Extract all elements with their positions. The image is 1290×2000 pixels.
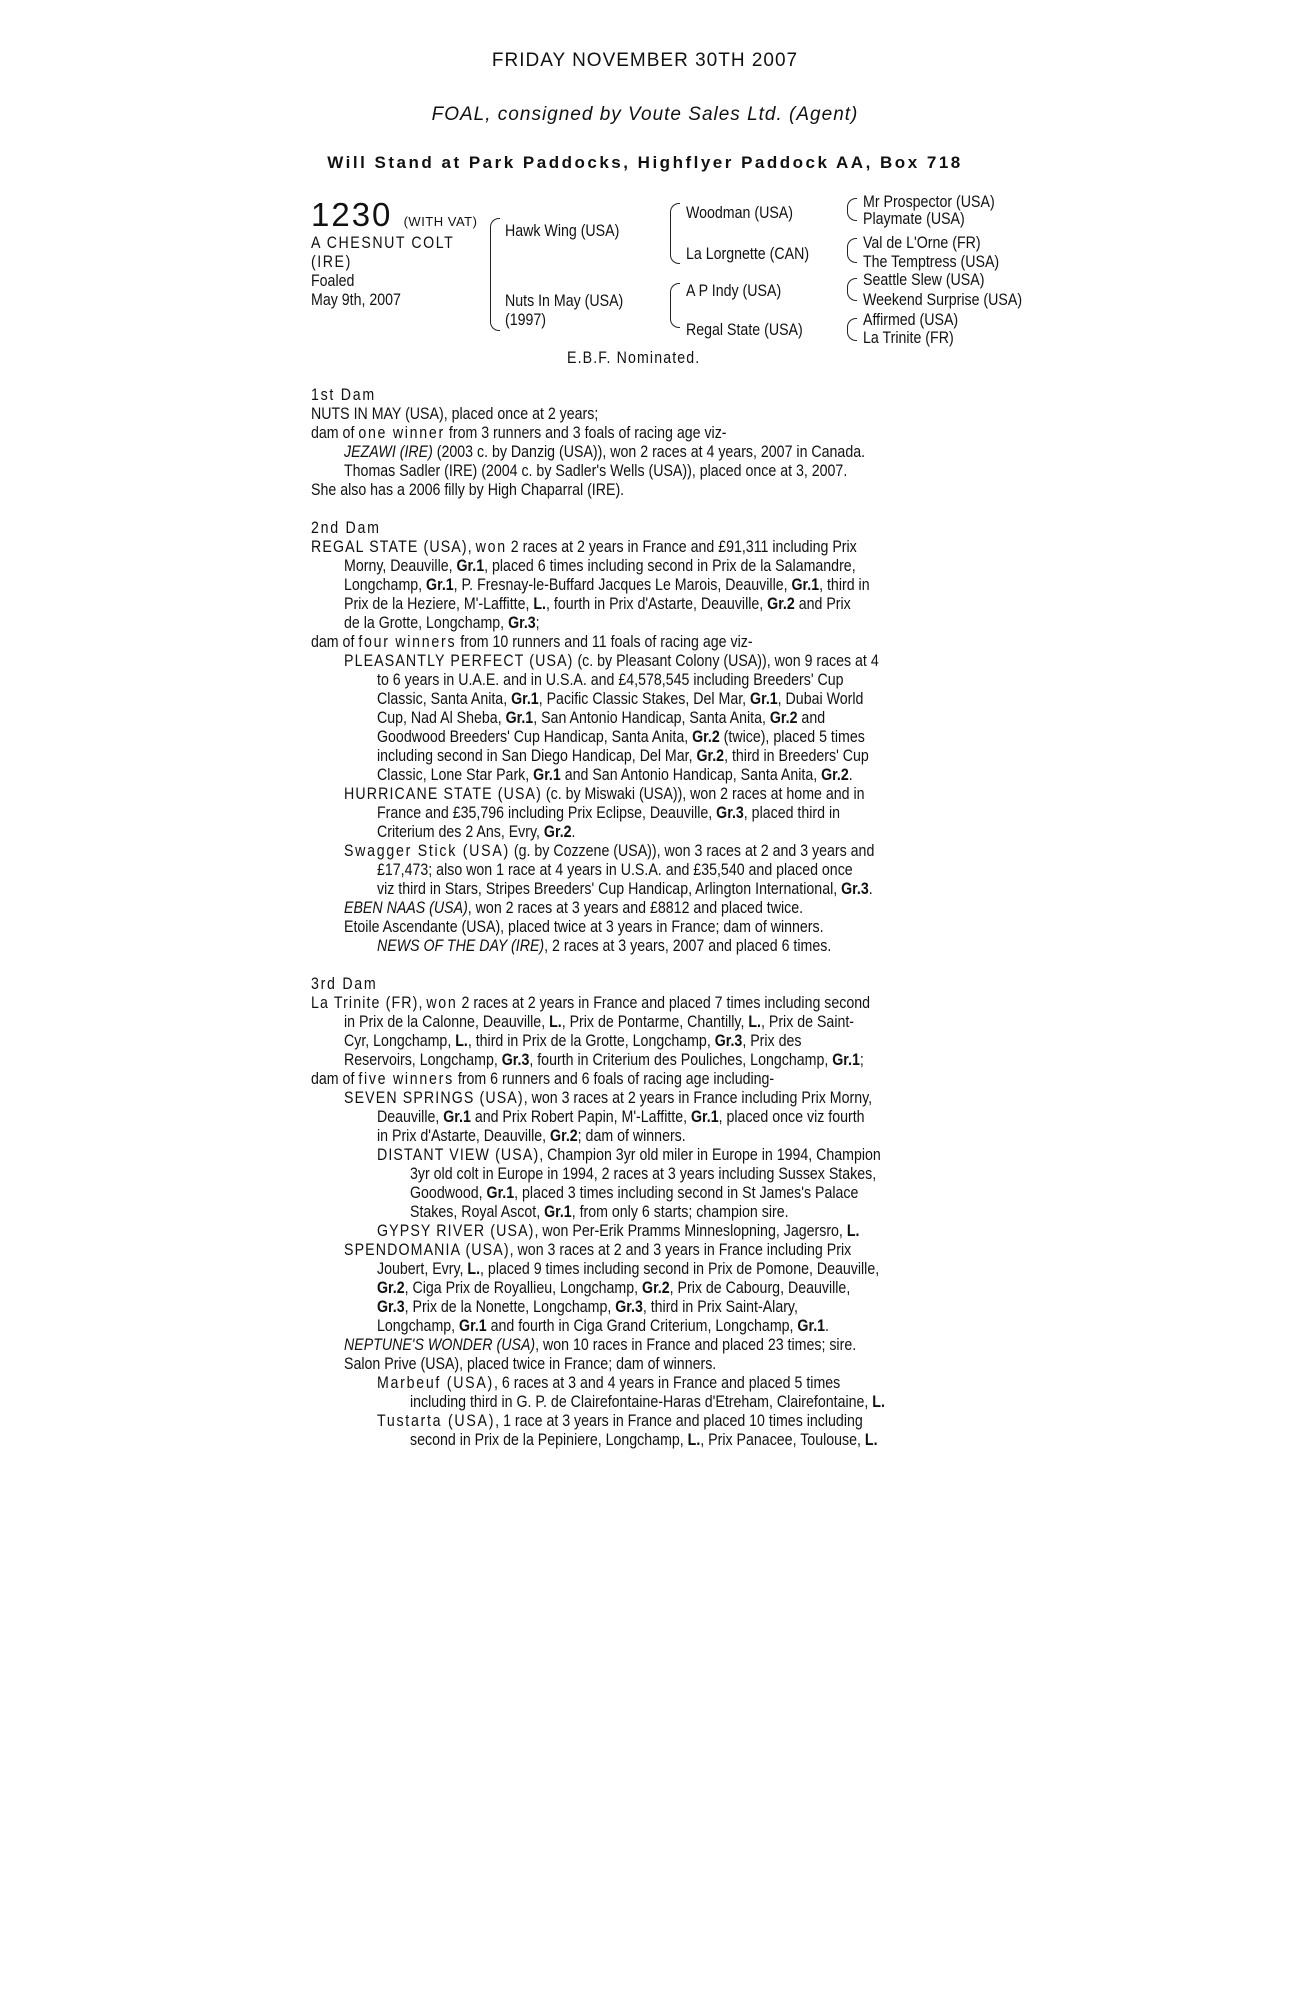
third-dam-line: Goodwood, Gr.1, placed 3 times including second in St James's Palace [410, 1184, 859, 1202]
brace-sire-dam-bottom [490, 275, 500, 331]
sale-date: FRIDAY NOVEMBER 30TH 2007 [491, 50, 799, 71]
third-dam-line: 3yr old colt in Europe in 1994, 2 races at 3 years including Sussex Stakes, [410, 1165, 877, 1183]
brace-ss-bottom [847, 209, 857, 221]
pedigree-sire-dam: La Lorgnette (CAN) [686, 245, 810, 263]
second-dam-line: Criterium des 2 Ans, Evry, Gr.2. [377, 823, 576, 841]
second-dam-heading: 2nd Dam [311, 519, 381, 537]
third-dam-line: Stakes, Royal Ascot, Gr.1, from only 6 starts; champion sire. [410, 1203, 789, 1221]
third-dam-line: Cyr, Longchamp, L., third in Prix de la Grotte, Longchamp, Gr.3, Prix des [344, 1032, 802, 1050]
third-dam-line: Gr.3, Prix de la Nonette, Longchamp, Gr.3, third in Prix Saint-Alary, [377, 1298, 798, 1316]
third-dam-line: second in Prix de la Pepiniere, Longchamp, L., Prix Panacee, Toulouse, L. [410, 1431, 878, 1449]
pedigree-sds: Val de L'Orne (FR) [863, 234, 981, 252]
third-dam-line: including third in G. P. de Clairefontaine-Haras d'Etreham, Clairefontaine, L. [410, 1393, 885, 1411]
pedigree-dds: Affirmed (USA) [863, 311, 959, 329]
third-dam-line: Deauville, Gr.1 and Prix Robert Papin, M'-Laffitte, Gr.1, placed once viz fourth [377, 1108, 865, 1126]
second-dam-line: viz third in Stars, Stripes Breeders' Cup Handicap, Arlington International, Gr.3. [377, 880, 873, 898]
third-dam-line: Gr.2, Ciga Prix de Royallieu, Longchamp, Gr.2, Prix de Cabourg, Deauville, [377, 1279, 851, 1297]
second-dam-line: Longchamp, Gr.1, P. Fresnay-le-Buffard Jacques Le Marois, Deauville, Gr.1, third in [344, 576, 870, 594]
first-dam-line: NUTS IN MAY (USA), placed once at 2 years; [311, 405, 599, 423]
second-dam-line: Classic, Santa Anita, Gr.1, Pacific Classic Stakes, Del Mar, Gr.1, Dubai World [377, 690, 864, 708]
second-dam-line: Etoile Ascendante (USA), placed twice at 3 years in France; dam of winners. [344, 918, 824, 936]
first-dam-line: JEZAWI (IRE) (2003 c. by Danzig (USA)), won 2 races at 4 years, 2007 in Canada. [344, 443, 866, 461]
second-dam-line: Classic, Lone Star Park, Gr.1 and San Antonio Handicap, Santa Anita, Gr.2. [377, 766, 853, 784]
pedigree-sire: Hawk Wing (USA) [505, 222, 620, 240]
second-dam-line: Cup, Nad Al Sheba, Gr.1, San Antonio Handicap, Santa Anita, Gr.2 and [377, 709, 826, 727]
stand-location: Will Stand at Park Paddocks, Highflyer Paddock AA, Box 718 [327, 153, 963, 172]
third-dam-line: Reservoirs, Longchamp, Gr.3, fourth in Criterium des Pouliches, Longchamp, Gr.1; [344, 1051, 864, 1069]
second-dam-line: PLEASANTLY PERFECT (USA) (c. by Pleasant Colony (USA)), won 9 races at 4 [344, 652, 879, 670]
pedigree-sdd: The Temptress (USA) [863, 253, 1000, 271]
third-dam-line: Joubert, Evry, L., placed 9 times including second in Prix de Pomone, Deauville, [377, 1260, 880, 1278]
pedigree-dsd: Weekend Surprise (USA) [863, 291, 1023, 309]
first-dam-heading: 1st Dam [311, 386, 376, 404]
third-dam-line: Tustarta (USA), 1 race at 3 years in France and placed 10 times including [377, 1412, 863, 1430]
third-dam-line: Longchamp, Gr.1 and fourth in Ciga Grand Criterium, Longchamp, Gr.1. [377, 1317, 829, 1335]
third-dam-heading: 3rd Dam [311, 975, 378, 993]
third-dam-line: SPENDOMANIA (USA), won 3 races at 2 and 3 years in France including Prix [344, 1241, 852, 1259]
lot-origin: (IRE) [311, 253, 352, 271]
vat-note: (WITH VAT) [403, 214, 478, 229]
second-dam-line: including second in San Diego Handicap, Del Mar, Gr.2, third in Breeders' Cup [377, 747, 869, 765]
brace-sire-bottom [670, 233, 680, 264]
third-dam-line: Marbeuf (USA), 6 races at 3 and 4 years in France and placed 5 times [377, 1374, 841, 1392]
lot-number-line [311, 196, 477, 234]
third-dam-line: La Trinite (FR), won 2 races at 2 years in France and placed 7 times including second [311, 994, 871, 1012]
second-dam-line: HURRICANE STATE (USA) (c. by Miswaki (USA)), won 2 races at home and in [344, 785, 865, 803]
third-dam-line: SEVEN SPRINGS (USA), won 3 races at 2 years in France including Prix Morny, [344, 1089, 873, 1107]
second-dam-line: NEWS OF THE DAY (IRE), 2 races at 3 years, 2007 and placed 6 times. [377, 937, 832, 955]
third-dam-line: GYPSY RIVER (USA), won Per-Erik Pramms Minneslopning, Jagersro, L. [377, 1222, 860, 1240]
first-dam-line: She also has a 2006 filly by High Chaparral (IRE). [311, 481, 625, 499]
foaled-label: Foaled [311, 272, 355, 290]
third-dam-line: in Prix d'Astarte, Deauville, Gr.2; dam of winners. [377, 1127, 686, 1145]
pedigree-dam-year: (1997) [505, 311, 547, 329]
second-dam-line: Morny, Deauville, Gr.1, placed 6 times including second in Prix de la Salamandre, [344, 557, 856, 575]
first-dam-line: Thomas Sadler (IRE) (2004 c. by Sadler's Wells (USA)), placed once at 3, 2007. [344, 462, 848, 480]
pedigree-sss: Mr Prospector (USA) [863, 193, 995, 211]
second-dam-line: Goodwood Breeders' Cup Handicap, Santa Anita, Gr.2 (twice), placed 5 times [377, 728, 865, 746]
pedigree-ssd: Playmate (USA) [863, 210, 965, 228]
third-dam-line: in Prix de la Calonne, Deauville, L., Prix de Pontarme, Chantilly, L., Prix de Saint- [344, 1013, 855, 1031]
pedigree-dam: Nuts In May (USA) [505, 292, 624, 310]
first-dam-line: dam of one winner from 3 runners and 3 foals of racing age viz- [311, 424, 727, 442]
second-dam-line: £17,473; also won 1 race at 4 years in U.S.A. and £35,540 and placed once [377, 861, 853, 879]
second-dam-line: dam of four winners from 10 runners and 11 foals of racing age viz- [311, 633, 753, 651]
third-dam-line: NEPTUNE'S WONDER (USA), won 10 races in France and placed 23 times; sire. [344, 1336, 857, 1354]
pedigree-sire-sire: Woodman (USA) [686, 204, 793, 222]
consignor-line: FOAL, consigned by Voute Sales Ltd. (Agent) [431, 104, 859, 125]
pedigree-dam-dam: Regal State (USA) [686, 321, 803, 339]
third-dam-line: dam of five winners from 6 runners and 6 foals of racing age including- [311, 1070, 775, 1088]
brace-dam-top [670, 283, 680, 306]
lot-number: 1230 [311, 196, 393, 233]
pedigree-dam-sire: A P Indy (USA) [686, 282, 782, 300]
brace-dd-bottom [847, 329, 857, 341]
brace-sire-top [670, 203, 680, 234]
foaled-date: May 9th, 2007 [311, 291, 401, 309]
second-dam-line: REGAL STATE (USA), won 2 races at 2 years in France and £91,311 including Prix [311, 538, 857, 556]
ebf-nominated: E.B.F. Nominated. [567, 349, 701, 367]
third-dam-line: DISTANT VIEW (USA), Champion 3yr old miler in Europe in 1994, Champion [377, 1146, 881, 1164]
brace-sire-dam-top [490, 218, 500, 276]
lot-description: A CHESNUT COLT [311, 234, 455, 252]
second-dam-line: to 6 years in U.A.E. and in U.S.A. and £4,578,545 including Breeders' Cup [377, 671, 844, 689]
second-dam-line: Swagger Stick (USA) (g. by Cozzene (USA)), won 3 races at 2 and 3 years and [344, 842, 875, 860]
third-dam-line: Salon Prive (USA), placed twice in France; dam of winners. [344, 1355, 717, 1373]
brace-ds-bottom [847, 289, 857, 301]
brace-sd-bottom [847, 250, 857, 263]
second-dam-line: EBEN NAAS (USA), won 2 races at 3 years and £8812 and placed twice. [344, 899, 804, 917]
second-dam-line: France and £35,796 including Prix Eclipse, Deauville, Gr.3, placed third in [377, 804, 841, 822]
second-dam-line: Prix de la Heziere, M'-Laffitte, L., fourth in Prix d'Astarte, Deauville, Gr.2 and Prix [344, 595, 851, 613]
brace-dam-bottom [670, 305, 680, 328]
pedigree-dss: Seattle Slew (USA) [863, 271, 985, 289]
pedigree-ddd: La Trinite (FR) [863, 329, 954, 347]
second-dam-line: de la Grotte, Longchamp, Gr.3; [344, 614, 540, 632]
